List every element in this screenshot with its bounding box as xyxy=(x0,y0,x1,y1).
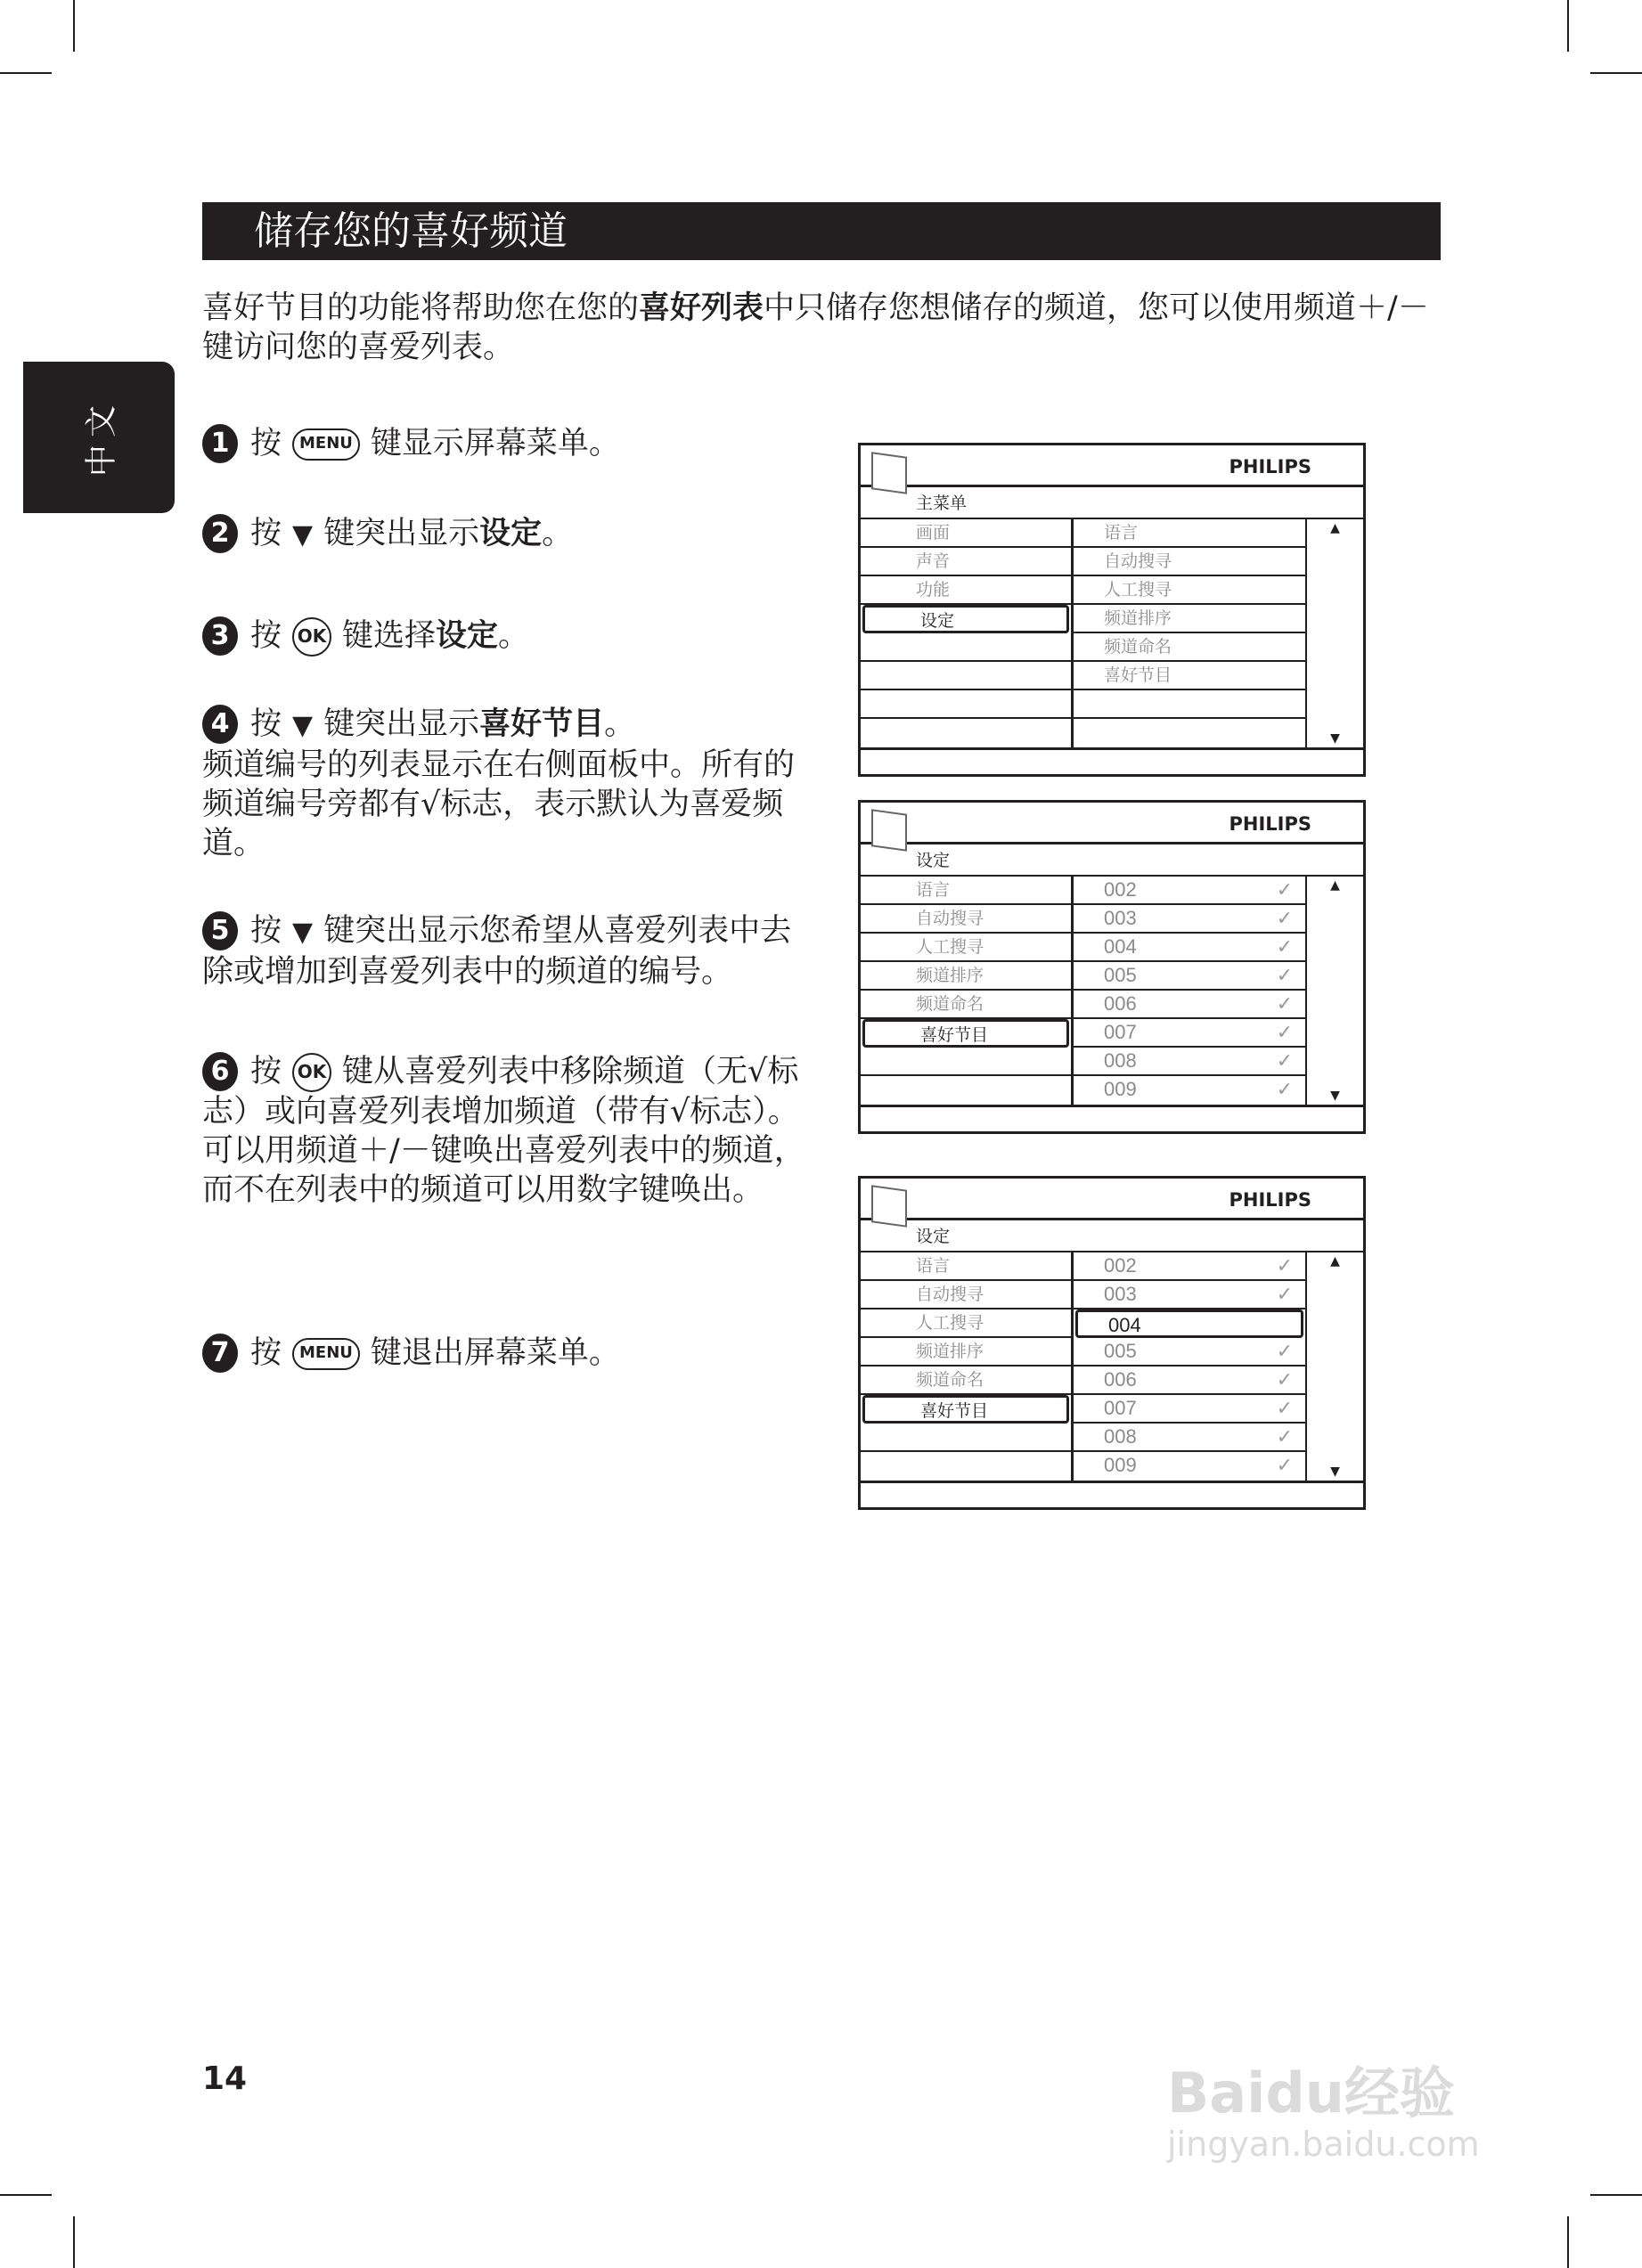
submenu-label: 008 xyxy=(1104,1425,1137,1448)
submenu-label: 006 xyxy=(1104,992,1137,1015)
submenu-label: 009 xyxy=(1104,1078,1137,1100)
scroll-down-icon[interactable]: ▼ xyxy=(1330,1089,1340,1103)
menu-item[interactable]: 声音 xyxy=(861,548,1071,576)
scroll-down-icon[interactable]: ▼ xyxy=(1330,731,1340,746)
tv-icon xyxy=(871,1185,907,1228)
tv-menu-screen xyxy=(858,443,1366,777)
scroll-down-icon[interactable]: ▼ xyxy=(1330,1464,1340,1479)
step-text: 键显示屏幕菜单。 xyxy=(370,426,620,461)
menu-item[interactable]: 人工搜寻 xyxy=(861,934,1071,962)
step-text: 按 xyxy=(250,618,282,654)
submenu-label: 语言 xyxy=(1104,523,1139,543)
step-text: 按 xyxy=(250,913,282,949)
menu-key-icon: MENU xyxy=(292,428,360,461)
menu-item[interactable] xyxy=(861,633,1071,662)
step-bold: 设定 xyxy=(436,618,499,654)
menu-title: 设定 xyxy=(861,844,1363,877)
check-icon: ✓ xyxy=(1276,935,1293,958)
step-number: 2 xyxy=(202,514,238,553)
tv-menu-screen xyxy=(858,800,1366,1134)
step-5 xyxy=(202,911,808,991)
menu-item[interactable]: 功能 xyxy=(861,576,1071,605)
submenu-item[interactable] xyxy=(1074,662,1305,690)
submenu-label: 007 xyxy=(1104,1021,1137,1043)
scroll-up-icon[interactable]: ▲ xyxy=(1330,521,1340,535)
crop-mark xyxy=(73,0,75,52)
watermark-url: jingyan.baidu.com xyxy=(1167,2125,1480,2164)
menu-item[interactable]: 喜好节目 xyxy=(862,1019,1069,1048)
check-icon: ✓ xyxy=(1276,992,1293,1015)
submenu-label: 004 xyxy=(1108,1314,1141,1336)
step-text: 按 xyxy=(250,1054,282,1089)
menu-item[interactable] xyxy=(861,1048,1071,1076)
step-text: 键退出屏幕菜单。 xyxy=(370,1335,620,1371)
menu-item[interactable]: 自动搜寻 xyxy=(861,1281,1071,1309)
intro-paragraph xyxy=(202,289,1432,367)
submenu-item[interactable] xyxy=(1074,1281,1305,1309)
submenu-label: 002 xyxy=(1104,878,1137,901)
menu-footer xyxy=(861,1105,1363,1131)
philips-logo: PHILIPS xyxy=(1229,813,1311,835)
submenu-item[interactable] xyxy=(1074,1252,1305,1281)
submenu-label: 频道命名 xyxy=(1104,637,1172,657)
step-1 xyxy=(202,424,808,463)
check-icon: ✓ xyxy=(1276,1078,1293,1100)
scrollbar[interactable] xyxy=(1307,519,1363,747)
down-arrow-icon: ▼ xyxy=(292,917,314,948)
step-text: 键从喜爱列表中移除频道（无√标志）或向喜爱列表增加频道（带有√标志）。 xyxy=(202,1054,799,1130)
philips-logo: PHILIPS xyxy=(1229,1189,1311,1211)
step-number: 7 xyxy=(202,1334,238,1373)
submenu-label: 008 xyxy=(1104,1049,1137,1072)
submenu-item[interactable] xyxy=(1074,1048,1305,1076)
submenu-label: 003 xyxy=(1104,1283,1137,1305)
submenu-item[interactable] xyxy=(1075,1309,1303,1338)
check-icon: ✓ xyxy=(1276,878,1293,901)
menu-item[interactable] xyxy=(861,662,1071,690)
menu-item[interactable] xyxy=(861,1452,1071,1481)
menu-item[interactable]: 人工搜寻 xyxy=(861,1309,1071,1338)
submenu-label: 自动搜寻 xyxy=(1104,551,1172,571)
submenu-item[interactable] xyxy=(1074,1019,1305,1048)
step-text: 键突出显示您希望从喜爱列表中去除或增加到喜爱列表中的频道的编号。 xyxy=(202,913,792,990)
check-icon: ✓ xyxy=(1276,1283,1293,1305)
language-tab-label: 中文 xyxy=(83,397,120,477)
step-number: 6 xyxy=(202,1052,238,1091)
submenu-label: 007 xyxy=(1104,1397,1137,1419)
check-icon: ✓ xyxy=(1276,1368,1293,1391)
step-note: 可以用频道＋/－键唤出喜爱列表中的频道，而不在列表中的频道可以用数字键唤出。 xyxy=(202,1133,805,1208)
scroll-up-icon[interactable]: ▲ xyxy=(1330,878,1340,893)
step-bold: 设定 xyxy=(479,516,543,551)
tv-icon xyxy=(871,452,907,494)
down-arrow-icon: ▼ xyxy=(292,710,314,741)
menu-item[interactable]: 自动搜寻 xyxy=(861,905,1071,934)
step-number: 3 xyxy=(202,616,238,656)
tv-menu-screen xyxy=(858,1176,1366,1510)
check-icon: ✓ xyxy=(1276,1340,1293,1362)
submenu-label: 喜好节目 xyxy=(1104,665,1172,685)
submenu-item[interactable] xyxy=(1074,519,1305,548)
menu-title: 主菜单 xyxy=(861,487,1363,519)
page-title: 储存您的喜好频道 xyxy=(202,202,1441,260)
submenu-label: 006 xyxy=(1104,1368,1137,1391)
menu-item[interactable]: 频道排序 xyxy=(861,962,1071,991)
submenu-item[interactable] xyxy=(1074,605,1305,633)
step-bold: 喜好节目 xyxy=(479,706,605,742)
submenu-item[interactable] xyxy=(1074,633,1305,662)
ok-key-icon: OK xyxy=(292,617,331,657)
intro-text-end: 中只储存您想储存的频道，您可以使用频道＋/－键访问您的喜爱列表。 xyxy=(202,290,1429,365)
submenu-label: 人工搜寻 xyxy=(1104,580,1172,600)
check-icon: ✓ xyxy=(1276,1021,1293,1043)
menu-footer xyxy=(861,747,1363,774)
step-end: 。 xyxy=(498,618,530,654)
submenu-item[interactable] xyxy=(1074,1395,1305,1424)
menu-item[interactable] xyxy=(861,719,1071,747)
crop-mark xyxy=(1567,0,1569,52)
submenu-item[interactable] xyxy=(1074,719,1305,747)
menu-item[interactable]: 语言 xyxy=(861,877,1071,905)
ok-key-icon: OK xyxy=(292,1053,331,1092)
submenu-label: 004 xyxy=(1104,935,1137,958)
check-icon: ✓ xyxy=(1276,1049,1293,1072)
submenu-item[interactable] xyxy=(1074,690,1305,719)
submenu-item[interactable] xyxy=(1074,877,1305,905)
submenu-label: 005 xyxy=(1104,964,1137,986)
down-arrow-icon: ▼ xyxy=(292,519,314,551)
step-end: 。 xyxy=(604,706,636,742)
submenu-item[interactable] xyxy=(1074,1367,1305,1395)
submenu-item[interactable] xyxy=(1074,991,1305,1019)
watermark-logo: Baidu经验 xyxy=(1167,2060,1455,2125)
step-text: 键突出显示 xyxy=(323,516,480,551)
language-tab xyxy=(23,362,175,513)
menu-item[interactable] xyxy=(861,690,1071,719)
submenu-item[interactable] xyxy=(1074,576,1305,605)
step-2 xyxy=(202,514,808,555)
step-text: 按 xyxy=(250,516,282,551)
menu-item[interactable] xyxy=(861,1424,1071,1452)
submenu-label: 003 xyxy=(1104,907,1137,929)
step-number: 1 xyxy=(202,424,238,463)
submenu-item[interactable] xyxy=(1074,1452,1305,1481)
submenu-item[interactable] xyxy=(1074,962,1305,991)
scrollbar[interactable] xyxy=(1307,1252,1363,1481)
submenu-item[interactable] xyxy=(1074,1424,1305,1452)
menu-item[interactable]: 频道命名 xyxy=(861,1367,1071,1395)
philips-logo: PHILIPS xyxy=(1229,456,1311,477)
check-icon: ✓ xyxy=(1276,964,1293,986)
intro-bold: 喜好列表 xyxy=(639,290,764,326)
step-text: 按 xyxy=(250,706,282,742)
menu-item[interactable]: 语言 xyxy=(861,1252,1071,1281)
crop-mark xyxy=(0,72,52,74)
step-3 xyxy=(202,616,808,657)
submenu-label: 009 xyxy=(1104,1454,1137,1476)
step-text: 按 xyxy=(250,1335,282,1371)
submenu-item[interactable] xyxy=(1074,934,1305,962)
submenu-label: 002 xyxy=(1104,1254,1137,1277)
menu-item[interactable]: 频道命名 xyxy=(861,991,1071,1019)
submenu-label: 频道排序 xyxy=(1104,608,1172,628)
menu-item[interactable]: 喜好节目 xyxy=(862,1395,1069,1424)
tv-icon xyxy=(871,809,907,852)
crop-mark xyxy=(1590,72,1642,74)
check-icon: ✓ xyxy=(1276,1454,1293,1476)
menu-item[interactable]: 频道排序 xyxy=(861,1338,1071,1367)
page-number: 14 xyxy=(202,2060,248,2097)
check-icon: ✓ xyxy=(1276,1254,1293,1277)
intro-text: 喜好节目的功能将帮助您在您的 xyxy=(202,290,640,326)
submenu-item[interactable] xyxy=(1074,548,1305,576)
menu-item[interactable]: 画面 xyxy=(861,519,1071,548)
submenu-item[interactable] xyxy=(1074,1076,1305,1105)
step-6 xyxy=(202,1052,808,1210)
menu-key-icon: MENU xyxy=(292,1338,360,1370)
check-icon: ✓ xyxy=(1276,907,1293,929)
crop-mark xyxy=(1590,2194,1642,2196)
submenu-item[interactable] xyxy=(1074,905,1305,934)
step-text: 键选择 xyxy=(342,618,437,654)
crop-mark xyxy=(73,2216,75,2268)
menu-item[interactable]: 设定 xyxy=(862,605,1069,633)
crop-mark xyxy=(1567,2216,1569,2268)
step-text: 按 xyxy=(250,426,282,461)
step-note: 频道编号的列表显示在右侧面板中。所有的频道编号旁都有√标志，表示默认为喜爱频道。 xyxy=(202,747,796,861)
menu-title: 设定 xyxy=(861,1220,1363,1252)
step-number: 5 xyxy=(202,911,238,950)
submenu-label: 005 xyxy=(1104,1340,1137,1362)
step-4 xyxy=(202,705,808,863)
step-7 xyxy=(202,1334,808,1373)
check-icon: ✓ xyxy=(1276,1397,1293,1419)
step-text: 键突出显示 xyxy=(323,706,480,742)
check-icon: ✓ xyxy=(1276,1425,1293,1448)
step-end: 。 xyxy=(542,516,574,551)
step-number: 4 xyxy=(202,705,238,744)
menu-item[interactable] xyxy=(861,1076,1071,1105)
crop-mark xyxy=(0,2194,52,2196)
scroll-up-icon[interactable]: ▲ xyxy=(1330,1254,1340,1269)
menu-footer xyxy=(861,1481,1363,1507)
scrollbar[interactable] xyxy=(1307,877,1363,1105)
submenu-item[interactable] xyxy=(1074,1338,1305,1367)
